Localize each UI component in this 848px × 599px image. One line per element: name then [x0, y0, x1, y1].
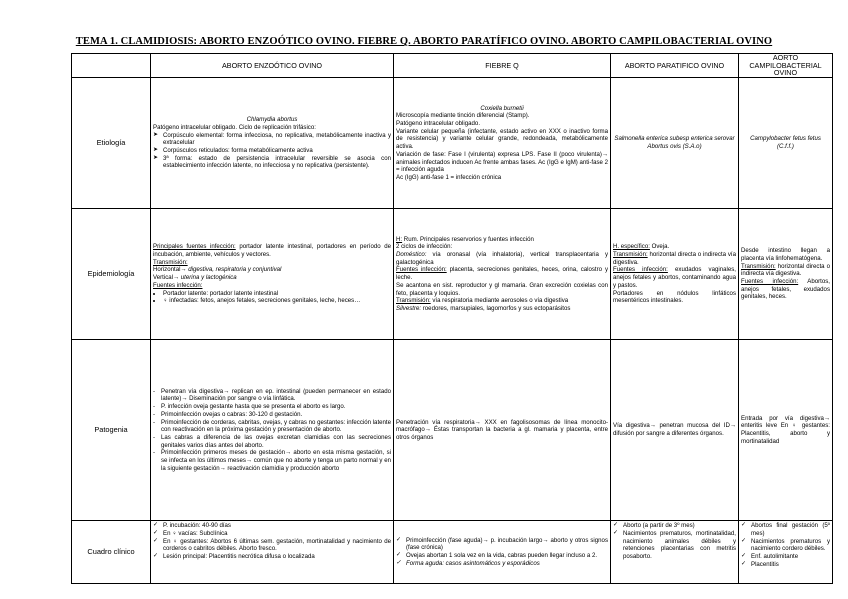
list-item: ✓ En ♀ gestantes: Abortos 6 últimas sem. gestación, mortinatalidad y nacimiento de corderos o cabritos débiles. Aborto fresco. [163, 538, 391, 553]
cell-clinico-acamp [739, 521, 833, 584]
cell-clinico-aeo [151, 521, 394, 584]
document-title: TEMA 1. CLAMIDIOSIS: ABORTO ENZOÓTICO OVINO. FIEBRE Q. ABORTO PARATÍFICO OVINO. ABORTO CAMPILOBACTERIAL OVINO [75, 36, 773, 47]
cell-etiologia-acamp: Campylobacter fetus fetus (C.f.f.) [739, 78, 833, 209]
apo-transmision [613, 251, 736, 266]
row-patogenia [72, 340, 833, 521]
clinico-acamp-list [741, 522, 830, 568]
text-domestico: vía oronasal (vía inhalatoria), vertical transplacentaria y galactogénica [396, 251, 608, 266]
species-chlamydia: Chlamydia abortus [246, 116, 298, 124]
list-item: - Primoinfección de corderas, cabritas, ovejas, y cabras no gestantes: infección latente con reactivación en la próxima gestación y presentación de aborto. [161, 419, 391, 434]
clinico-aeo-list [153, 522, 391, 561]
text-fuentes: Abortos, anejos fetales, exudados genitales, heces. [741, 277, 830, 301]
row-label-epidemiologia: Epidemiología [72, 209, 151, 340]
fuentes-principales [153, 243, 391, 258]
label-fuentes: Principales fuentes infección: [153, 243, 236, 251]
clinico-fq-list [396, 537, 608, 568]
text-fuentes: portador latente intestinal, portadores en período de incubación, ambiente, vehículos y vectores. [153, 243, 391, 258]
cell-epidemiologia-aeo [151, 209, 394, 340]
row-cuadro-clinico [72, 521, 833, 584]
list-item: ✓ Placentitis [751, 561, 830, 569]
list-item: ✓ Ovejas abortan 1 sola vez en la vida, cabras pueden llegar incluso a 2. [406, 552, 608, 560]
comparison-table [71, 53, 833, 584]
fq-domestico [396, 251, 608, 266]
label-transmision: Transmisión: [613, 251, 648, 258]
fq-acantona: Se acantona en sist. reproductor y gl mamaria. Gran excreción coxielas con feto, placenta y loquios. [396, 281, 608, 297]
patogenia-aeo-list [153, 388, 391, 473]
cell-epidemiologia-acamp [739, 209, 833, 340]
cell-clinico-fq [394, 521, 611, 584]
apo-hospedador [613, 243, 736, 251]
cell-etiologia-aeo [151, 78, 394, 209]
list-item: ✓ Nacimientos prematuros, mortinatalidad, nacimiento animales débiles y retenciones placentarias con metritis posaborto. [623, 530, 736, 561]
label-horizontal: Horizontal→ [153, 266, 187, 274]
row-label-etiologia: Etiología [72, 78, 151, 209]
text-line: Variante celular pequeña (infectante, estado activo en XXX o inactivo forma de resistencia) y variante celular grande, redondeada, metabólicamente activa. [396, 127, 608, 151]
label-transmision: Transmisión: [396, 297, 431, 305]
label-silvestre: Silvestre: [396, 304, 422, 312]
text-h: Oveja. [651, 243, 670, 251]
etiologia-aeo-list [153, 132, 391, 171]
cell-etiologia-apo: Salmonella enterica subesp enterica serovar Abortus ovis (S.A.o) [611, 78, 739, 209]
list-item: - P. infección oveja gestante hasta que se presenta el aborto es largo. [161, 403, 391, 411]
cell-patogenia-apo: Vía digestiva→ penetran mucosa del ID→ difusión por sangre a diferentes órganos. [611, 340, 739, 521]
list-item: ➤ Corpúsculo elemental: forma infecciosa, no replicativa, metabólicamente inactiva y extracelular [163, 132, 391, 147]
label-fuentes: Fuentes infección: [396, 266, 447, 274]
cell-patogenia-acamp: Entrada por vía digestiva→ enteritis leve En ♀ gestantes: Placentitis, aborto y mortinatalidad [739, 340, 833, 521]
header-row [72, 54, 833, 78]
text-line: Patógeno intracelular obligado. [396, 120, 481, 127]
label-fuentes: Fuentes infección: [613, 266, 668, 274]
list-item: • Portador latente: portador latente intestinal [163, 290, 391, 298]
row-label-patogenia: Patogenia [72, 340, 151, 521]
header-acamp: AORTO CAMPILOBACTERIAL OVINO [739, 54, 833, 78]
etiologia-aeo-intro: Patógeno intracelular obligado. Ciclo de replicación trifásico: [153, 123, 316, 131]
species-coxiella: Coxiella burnetii [480, 104, 524, 112]
label-transmision: Transmisión: [153, 258, 188, 266]
text-transmision: vía respiratoria mediante aerosoles o vía digestiva [432, 297, 569, 305]
text-vertical: uterina y lactogénica [180, 274, 237, 282]
text-transmision: horizontal directa o indirecta vía digestiva. [613, 251, 736, 266]
row-label-cuadro-clinico: Cuadro clínico [72, 521, 151, 584]
list-item: - Primoinfección primeros meses de gestación→ aborto en esta misma gestación, si se infecta en los últimos meses→ común que no aborte y tenga un parto normal y en la siguiente gestación→ reactivación clamidia y producción aborto [161, 449, 391, 472]
row-etiologia [72, 78, 833, 209]
list-item: ➤ Corpúsculos reticulados: forma metabólicamente activa [163, 147, 391, 155]
apo-fuentes [613, 266, 736, 289]
acamp-fuentes [741, 278, 830, 301]
label-vertical: Vertical→ [153, 274, 180, 282]
fq-fuentes [396, 266, 608, 281]
list-item: - Penetran vía digestiva→ replican en ep. intestinal (pueden permanecer en estado latente)→ Diseminación por sangre o vía linfática. [161, 388, 391, 403]
list-item: ✓ En ♀ vacías: Subclínica [163, 530, 391, 538]
cell-epidemiologia-apo [611, 209, 739, 340]
row-epidemiologia [72, 209, 833, 340]
fq-transmision [396, 297, 608, 305]
list-item: ✓ Abortos final gestación (5º mes) [751, 522, 830, 537]
list-item: ✓ Nacimientos prematuros y nacimiento cordero débiles. [751, 538, 830, 553]
fq-hospedador [396, 236, 608, 244]
cell-patogenia-fq: Penetración vía respiratoria→ XXX en fagolisosomas de línea monocito-macrófago→ Éstas transportan la bacteria a gl. mamaria y placenta, entre otros órganos [394, 340, 611, 521]
list-item: ✓ Lesión principal: Placentitis necrótica difusa o localizada [163, 553, 391, 561]
header-corner [72, 54, 151, 78]
list-item: - Las cabras a diferencia de las ovejas excretan clamidias con las secreciones genitales varios días antes del aborto. [161, 434, 391, 449]
cell-etiologia-fq [394, 78, 611, 209]
list-item: ✓ P. incubación: 40-90 días [163, 522, 391, 530]
list-item: ✓ Aborto (a partir de 3º mes) [623, 522, 736, 530]
label-fuentes: Fuentes infección: [741, 277, 799, 285]
list-item: ➤ 3ª forma: estado de persistencia intracelular reversible se asocia con establecimiento infección latente, no infecciosa y no replicativa (persistente). [163, 155, 391, 170]
label-fuentes-infeccion: Fuentes infección: [153, 281, 203, 289]
text-silvestre: roedores, marsupiales, lagomorfos y sus ectoparásitos [422, 304, 571, 312]
label-h: H. específico: [613, 243, 650, 251]
label-h: H: [396, 235, 403, 243]
acamp-intro: Desde intestino llegan a placenta vía linfohematógena. [741, 247, 830, 262]
list-item: • ♀ infectadas: fetos, anejos fetales, secreciones genitales, leche, heces… [163, 297, 391, 305]
label-domestico: Doméstico: [396, 251, 427, 258]
cell-patogenia-aeo [151, 340, 394, 521]
header-apo: ABORTO PARATIFICO OVINO [611, 54, 739, 78]
label-transmision: Transmisión: [741, 262, 776, 270]
text-fuentes: placenta, secreciones genitales, heces, orina, calostro y leche. [396, 266, 608, 282]
acamp-transmision [741, 263, 830, 278]
list-item: ✓ Primoinfección (fase aguda)→ p. incubación largo→ aborto y otros signos (fase crónica) [406, 537, 608, 552]
text-horizontal: digestiva, respiratoria y conjuntival [188, 266, 282, 274]
header-fiebre-q: FIEBRE Q [394, 54, 611, 78]
header-aeo: ABORTO ENZOÓTICO OVINO [151, 54, 394, 78]
text-line: Variación de fase: Fase I (virulenta) expresa LPS. Fase II (poco virulenta)→ animales infectados inducen Ac frente ambas fases. Ac (IgG e IgM) anti-fase 2 = infección aguda [396, 150, 608, 174]
cell-clinico-apo [611, 521, 739, 584]
fq-ciclos: 2 ciclos de infección: [396, 243, 453, 251]
transmision-horizontal [153, 266, 391, 274]
text-transmision: horizontal directa o indirecta vía digestiva. [741, 262, 830, 278]
transmision-vertical [153, 274, 391, 282]
list-item: ✓ Enf. autolimitante [751, 553, 830, 561]
fuentes-list [153, 290, 391, 305]
cell-epidemiologia-fq [394, 209, 611, 340]
text-h: Rum. Principales reservorios y fuentes infección [403, 235, 534, 243]
text-line: Microscopía mediante tinción diferencial (Stamp). [396, 112, 530, 120]
list-item: - Primoinfección ovejas o cabras: 30-120 d gestación. [161, 411, 391, 419]
apo-portadores: Portadores en nódulos linfáticos mesentéricos intestinales. [613, 289, 736, 305]
text-line: Ac (IgG) anti-fase 1 = infección crónica [396, 173, 502, 181]
fq-silvestre [396, 305, 608, 313]
clinico-apo-list [613, 522, 736, 561]
list-item: ✓ Forma aguda: casos asintomáticos y esporádicos [406, 560, 608, 568]
text-fuentes: exudados vaginales, anejos fetales y abortos, contaminando agua y pastos. [613, 266, 736, 289]
